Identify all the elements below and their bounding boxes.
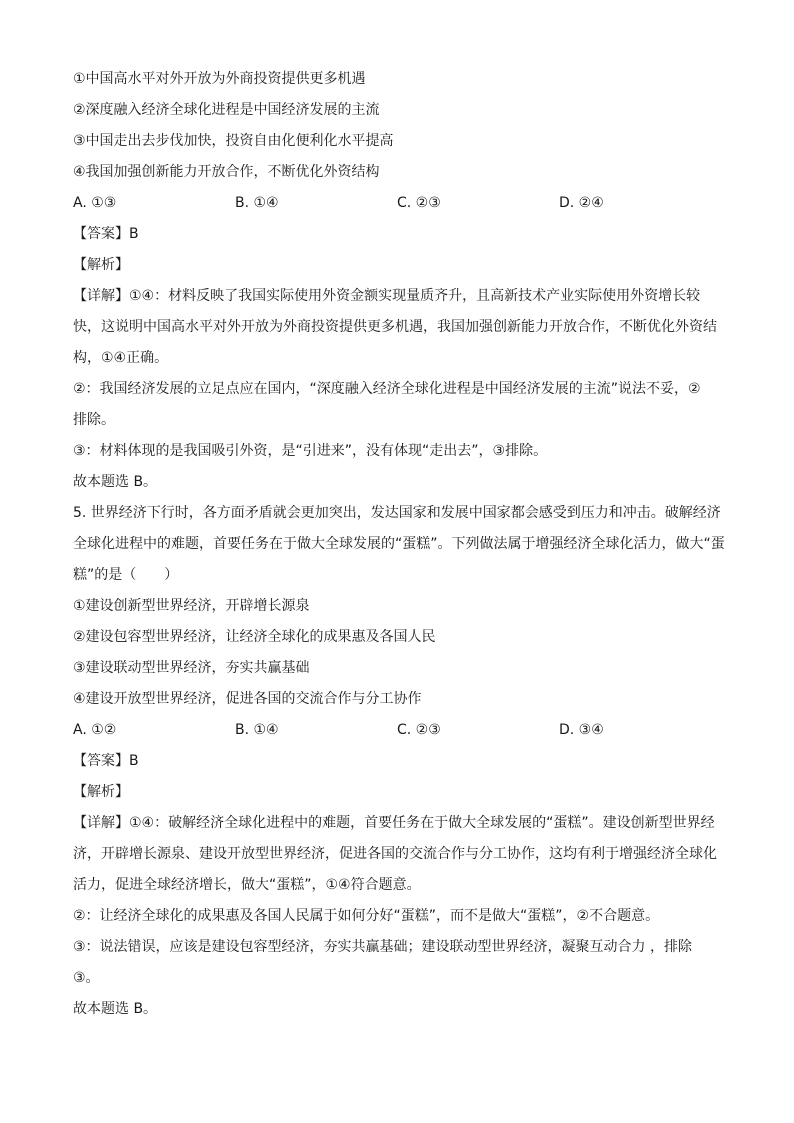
q4-detail-line: 构，①④正确。 xyxy=(73,350,169,366)
document-page xyxy=(73,64,733,1025)
q5-detail-line: ③。 xyxy=(73,970,100,986)
q5-detail-line: 活力，促进全球经济增长，做大“蛋糕”，①④符合题意。 xyxy=(73,877,421,893)
q5-statement-2: ②建设包容型世界经济，让经济全球化的成果惠及各国人民 xyxy=(73,629,436,645)
q4-analysis-heading: 【解析】 xyxy=(73,257,129,273)
q4-option-d: D. ②④ xyxy=(559,195,604,211)
q4-statement-4: ④我国加强创新能力开放合作，不断优化外资结构 xyxy=(73,164,380,180)
q5-detail xyxy=(73,808,733,1025)
q4-conclusion: 故本题选 B。 xyxy=(73,474,158,490)
q5-option-d: D. ③④ xyxy=(559,722,604,738)
q5-statement-4: ④建设开放型世界经济，促进各国的交流合作与分工协作 xyxy=(73,691,422,707)
q4-statement-3: ③中国走出去步伐加快，投资自由化便利化水平提高 xyxy=(73,133,394,149)
q5-detail-line: ②：让经济全球化的成果惠及各国人民属于如何分好“蛋糕”，而不是做大“蛋糕”，②不合题意。 xyxy=(73,908,660,924)
q5-options xyxy=(73,715,733,746)
q4-detail-line: ②：我国经济发展的立足点应在国内，“深度融入经济全球化进程是中国经济发展的主流”说法不妥，② xyxy=(73,381,701,397)
q4-detail-line: ③：材料体现的是我国吸引外资，是“引进来”，没有体现“走出去”，③排除。 xyxy=(73,443,548,459)
q4-detail xyxy=(73,281,733,498)
q4-statement-list xyxy=(73,64,733,188)
q5-statement-list xyxy=(73,591,733,715)
q5-analysis-heading: 【解析】 xyxy=(73,784,129,800)
q4-statement-2: ②深度融入经济全球化进程是中国经济发展的主流 xyxy=(73,102,380,118)
q5-stem-line: 糕”的是（ ） xyxy=(73,567,179,583)
q5-detail-line: 济，开辟增长源泉、建设开放型世界经济，促进各国的交流合作与分工协作，这均有利于增强经济全球化 xyxy=(73,846,717,862)
q4-option-c: C. ②③ xyxy=(397,195,441,211)
q4-statement-1: ①中国高水平对外开放为外商投资提供更多机遇 xyxy=(73,71,366,87)
q4-options xyxy=(73,188,733,219)
q5-statement-1: ①建设创新型世界经济，开辟增长源泉 xyxy=(73,598,310,614)
q4-detail-line: 快，这说明中国高水平对外开放为外商投资提供更多机遇，我国加强创新能力开放合作，不断优化外资结 xyxy=(73,319,717,335)
q5-option-a: A. ①② xyxy=(73,722,117,738)
q5-detail-line: ③：说法错误，应该是建设包容型经济，夯实共赢基础；建设联动型世界经济，凝聚互动合力 ，排除 xyxy=(73,939,692,955)
q5-answer: 【答案】B xyxy=(73,753,139,769)
q5-detail-line: 【详解】①④：破解经济全球化进程中的难题，首要任务在于做大全球发展的“蛋糕”。建设创新型世界经 xyxy=(73,815,715,831)
q5-statement-3: ③建设联动型世界经济，夯实共赢基础 xyxy=(73,660,310,676)
q4-option-b: B. ①④ xyxy=(235,195,279,211)
q5-conclusion: 故本题选 B。 xyxy=(73,1001,158,1017)
q4-answer: 【答案】B xyxy=(73,226,139,242)
q4-detail-line: 【详解】①④：材料反映了我国实际使用外资金额实现量质齐升，且高新技术产业实际使用外资增长较 xyxy=(73,288,701,304)
q5-option-b: B. ①④ xyxy=(235,722,279,738)
q4-option-a: A. ①③ xyxy=(73,195,117,211)
q5-option-c: C. ②③ xyxy=(397,722,441,738)
q5-stem-line: 全球化进程中的难题，首要任务在于做大全球发展的“蛋糕”。下列做法属于增强经济全球化活力，做大“蛋 xyxy=(73,536,725,552)
q5-stem xyxy=(73,498,733,591)
q4-detail-line: 排除。 xyxy=(73,412,115,428)
q5-stem-line: 5. 世界经济下行时，各方面矛盾就会更加突出，发达国家和发展中国家都会感受到压力和冲击。破解经济 xyxy=(73,505,721,521)
